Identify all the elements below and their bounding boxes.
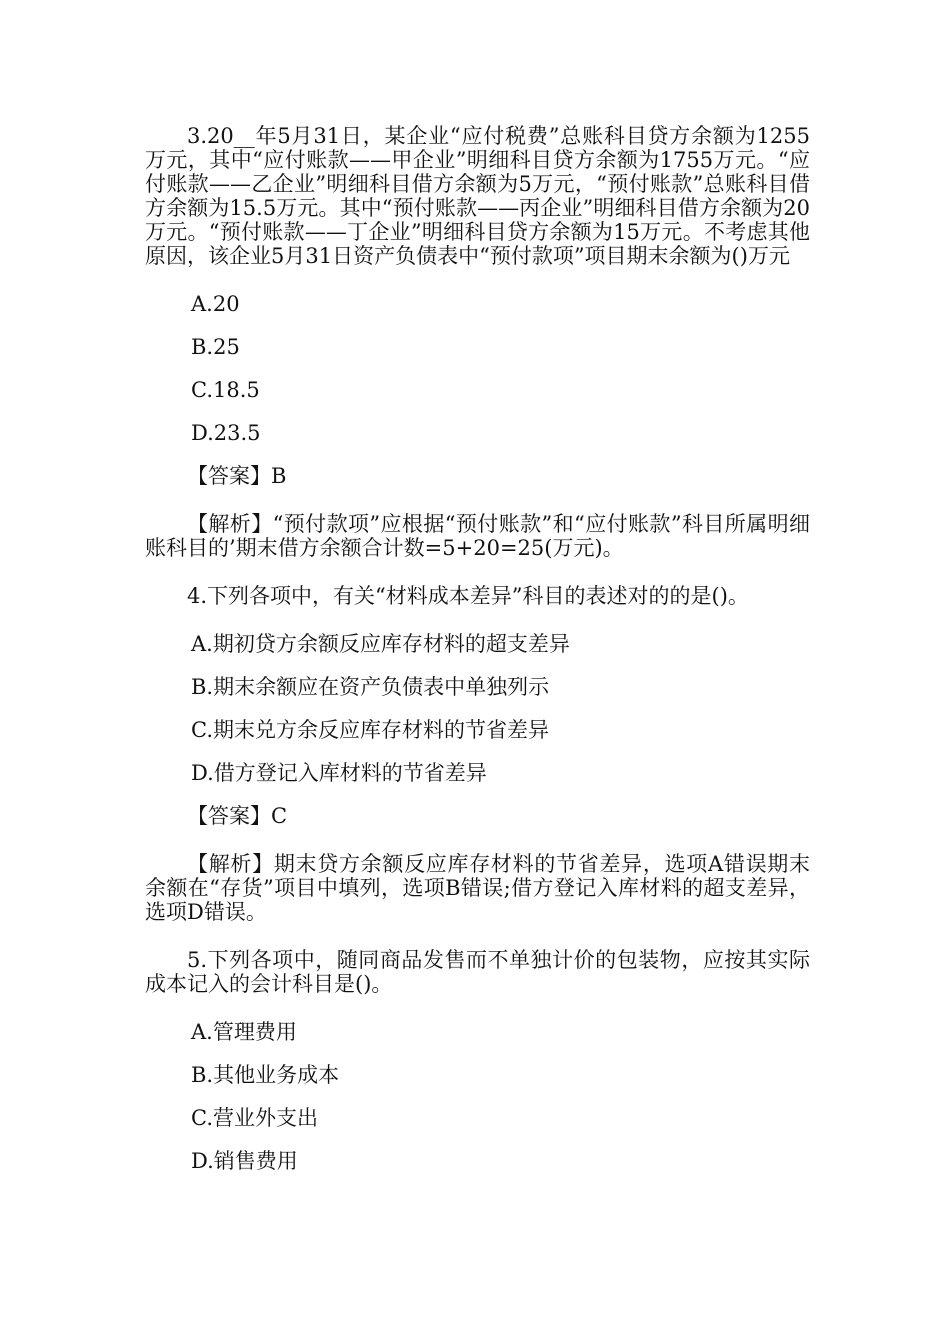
question-3-stem: 3.20__年5月31日，某企业“应付税费”总账科目贷方余额为1255万元，其中“应付账款——甲企业”明细科目贷方余额为1755万元。“应付账款——乙企业”明细科目借方余额为5万元，“预付账款”总账科目借方余额为15.5万元。其中“预付账款——丙企业”明细科目借方余额为20万元。“预付账款——丁企业”明细科目贷方余额为15万元。不考虑其他原因，该企业5月31日资产负债表中“预付款项”项目期末余额为()万元: [145, 124, 810, 268]
question-3-answer: 【答案】B: [187, 464, 287, 488]
question-4-option-a: A.期初贷方余额反应库存材料的超支差异: [191, 632, 570, 656]
question-4-option-c: C.期末兑方余反应库存材料的节省差异: [191, 718, 549, 742]
question-4-option-d: D.借方登记入库材料的节省差异: [191, 761, 487, 785]
question-3-option-a: A.20: [191, 292, 240, 316]
question-3-option-b: B.25: [191, 335, 240, 359]
question-5-stem: 5.下列各项中，随同商品发售而不单独计价的包装物，应按其实际成本记入的会计科目是()。: [145, 948, 810, 996]
document-content: [145, 124, 810, 1173]
question-3-option-c: C.18.5: [191, 378, 260, 402]
question-4-stem: 4.下列各项中，有关“材料成本差异”科目的表述对的的是()。: [187, 584, 749, 608]
question-5-option-c: C.营业外支出: [191, 1106, 318, 1130]
question-3-option-d: D.23.5: [191, 421, 261, 445]
question-4-option-b: B.期末余额应在资产负债表中单独列示: [191, 675, 550, 699]
question-3-analysis: 【解析】“预付款项”应根据“预付账款”和“应付账款”科目所属明细账科目的’期末借方余额合计数=5+20=25(万元)。: [145, 512, 810, 560]
question-4-analysis: 【解析】期末贷方余额反应库存材料的节省差异，选项A错误期末余额在“存货”项目中填列，选项B错误;借方登记入库材料的超支差异，选项D错误。: [145, 852, 810, 924]
question-5-option-d: D.销售费用: [191, 1149, 298, 1173]
question-5-option-a: A.管理费用: [191, 1020, 297, 1044]
question-5-option-b: B.其他业务成本: [191, 1063, 340, 1087]
question-4-answer: 【答案】C: [187, 804, 288, 828]
